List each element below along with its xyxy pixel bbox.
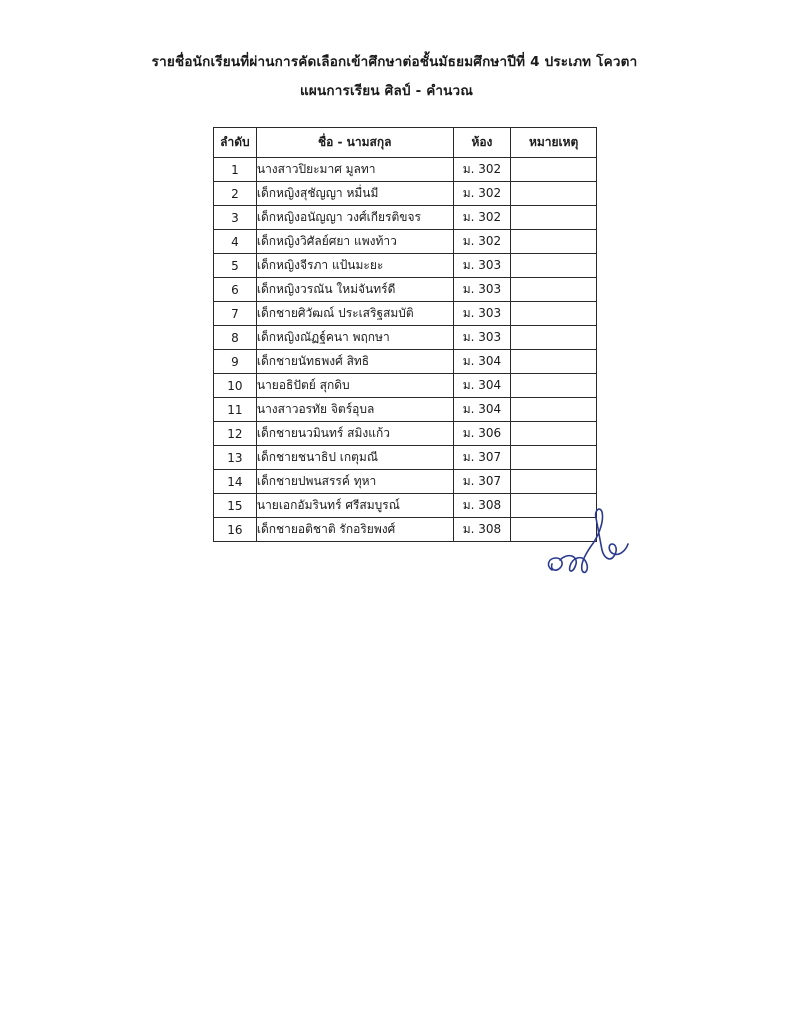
cell-name: เด็กชายศิวัฒณ์ ประเสริฐสมบัติ: [256, 302, 453, 326]
cell-remarks: [511, 350, 597, 374]
table-row: [214, 326, 597, 350]
cell-number: 12: [214, 422, 257, 446]
cell-number: 13: [214, 446, 257, 470]
table-row: [214, 182, 597, 206]
cell-number: 14: [214, 470, 257, 494]
document-subtitle: แผนการเรียน ศิลป์ - คำนวณ: [299, 83, 474, 99]
cell-number: 10: [214, 374, 257, 398]
student-table: [213, 127, 597, 542]
table-row: [214, 302, 597, 326]
cell-remarks: [511, 158, 597, 182]
table-body: [214, 158, 597, 542]
cell-remarks: [511, 398, 597, 422]
cell-number: 6: [214, 278, 257, 302]
cell-name: นายเอกอัมรินทร์ ศรีสมบูรณ์: [256, 494, 453, 518]
cell-number: 11: [214, 398, 257, 422]
cell-number: 3: [214, 206, 257, 230]
cell-name: เด็กหญิงสุชัญญา หมื่นมี: [256, 182, 453, 206]
table-row: [214, 254, 597, 278]
cell-name: เด็กชายอติชาติ รักอริยพงศ์: [256, 518, 453, 542]
cell-number: 2: [214, 182, 257, 206]
cell-name: เด็กชายชนาธิป เกตุมณี: [256, 446, 453, 470]
cell-remarks: [511, 422, 597, 446]
table-header-row: [214, 128, 597, 158]
cell-number: 5: [214, 254, 257, 278]
cell-remarks: [511, 470, 597, 494]
table-row: [214, 230, 597, 254]
cell-name: นางสาวอรทัย จิตร์อุบล: [256, 398, 453, 422]
cell-number: 15: [214, 494, 257, 518]
cell-remarks: [511, 302, 597, 326]
table-row: [214, 278, 597, 302]
cell-number: 4: [214, 230, 257, 254]
cell-room: ม. 304: [453, 398, 511, 422]
cell-remarks: [511, 374, 597, 398]
cell-name: เด็กชายนวมินทร์ สมิงแก้ว: [256, 422, 453, 446]
table-row: [214, 350, 597, 374]
cell-name: เด็กชายปพนสรรค์ ทุหา: [256, 470, 453, 494]
cell-name: เด็กหญิงจีรภา แป้นมะยะ: [256, 254, 453, 278]
header-room: ห้อง: [453, 128, 511, 158]
table-row: [214, 158, 597, 182]
table-row: [214, 206, 597, 230]
cell-room: ม. 306: [453, 422, 511, 446]
cell-room: ม. 303: [453, 302, 511, 326]
cell-room: ม. 307: [453, 446, 511, 470]
cell-room: ม. 302: [453, 158, 511, 182]
table-row: [214, 398, 597, 422]
header-number: ลำดับ: [214, 128, 257, 158]
document-title: รายชื่อนักเรียนที่ผ่านการคัดเลือกเข้าศึกษาต่อชั้นมัธยมศึกษาปีที่ 4 ประเภท โควตา: [151, 54, 638, 70]
cell-name: เด็กชายนัทธพงศ์ สิทธิ: [256, 350, 453, 374]
cell-remarks: [511, 446, 597, 470]
table-row: [214, 446, 597, 470]
cell-room: ม. 304: [453, 350, 511, 374]
cell-number: 1: [214, 158, 257, 182]
cell-name: นางสาวปิยะมาศ มูลทา: [256, 158, 453, 182]
cell-room: ม. 302: [453, 206, 511, 230]
cell-remarks: [511, 326, 597, 350]
header-remarks: หมายเหตุ: [511, 128, 597, 158]
cell-room: ม. 302: [453, 182, 511, 206]
cell-number: 7: [214, 302, 257, 326]
cell-room: ม. 308: [453, 518, 511, 542]
cell-room: ม. 302: [453, 230, 511, 254]
header-name: ชื่อ - นามสกุล: [256, 128, 453, 158]
cell-name: เด็กหญิงวรณัน ใหม่จันทร์ดี: [256, 278, 453, 302]
cell-name: เด็กหญิงวิศัลย์ศยา แพงท้าว: [256, 230, 453, 254]
cell-room: ม. 303: [453, 278, 511, 302]
cell-remarks: [511, 206, 597, 230]
cell-remarks: [511, 182, 597, 206]
cell-room: ม. 308: [453, 494, 511, 518]
cell-room: ม. 303: [453, 254, 511, 278]
table-row: [214, 422, 597, 446]
cell-remarks: [511, 278, 597, 302]
cell-name: นายอธิปัตย์ สุกดิบ: [256, 374, 453, 398]
cell-remarks: [511, 230, 597, 254]
cell-name: เด็กหญิงอนัญญา วงศ์เกียรติขจร: [256, 206, 453, 230]
signature-image: [538, 500, 638, 582]
cell-room: ม. 303: [453, 326, 511, 350]
cell-number: 8: [214, 326, 257, 350]
table-row: [214, 374, 597, 398]
cell-room: ม. 307: [453, 470, 511, 494]
cell-number: 16: [214, 518, 257, 542]
cell-name: เด็กหญิงณัฏฐ์คนา พฤกษา: [256, 326, 453, 350]
cell-remarks: [511, 254, 597, 278]
cell-number: 9: [214, 350, 257, 374]
cell-room: ม. 304: [453, 374, 511, 398]
table-row: [214, 470, 597, 494]
